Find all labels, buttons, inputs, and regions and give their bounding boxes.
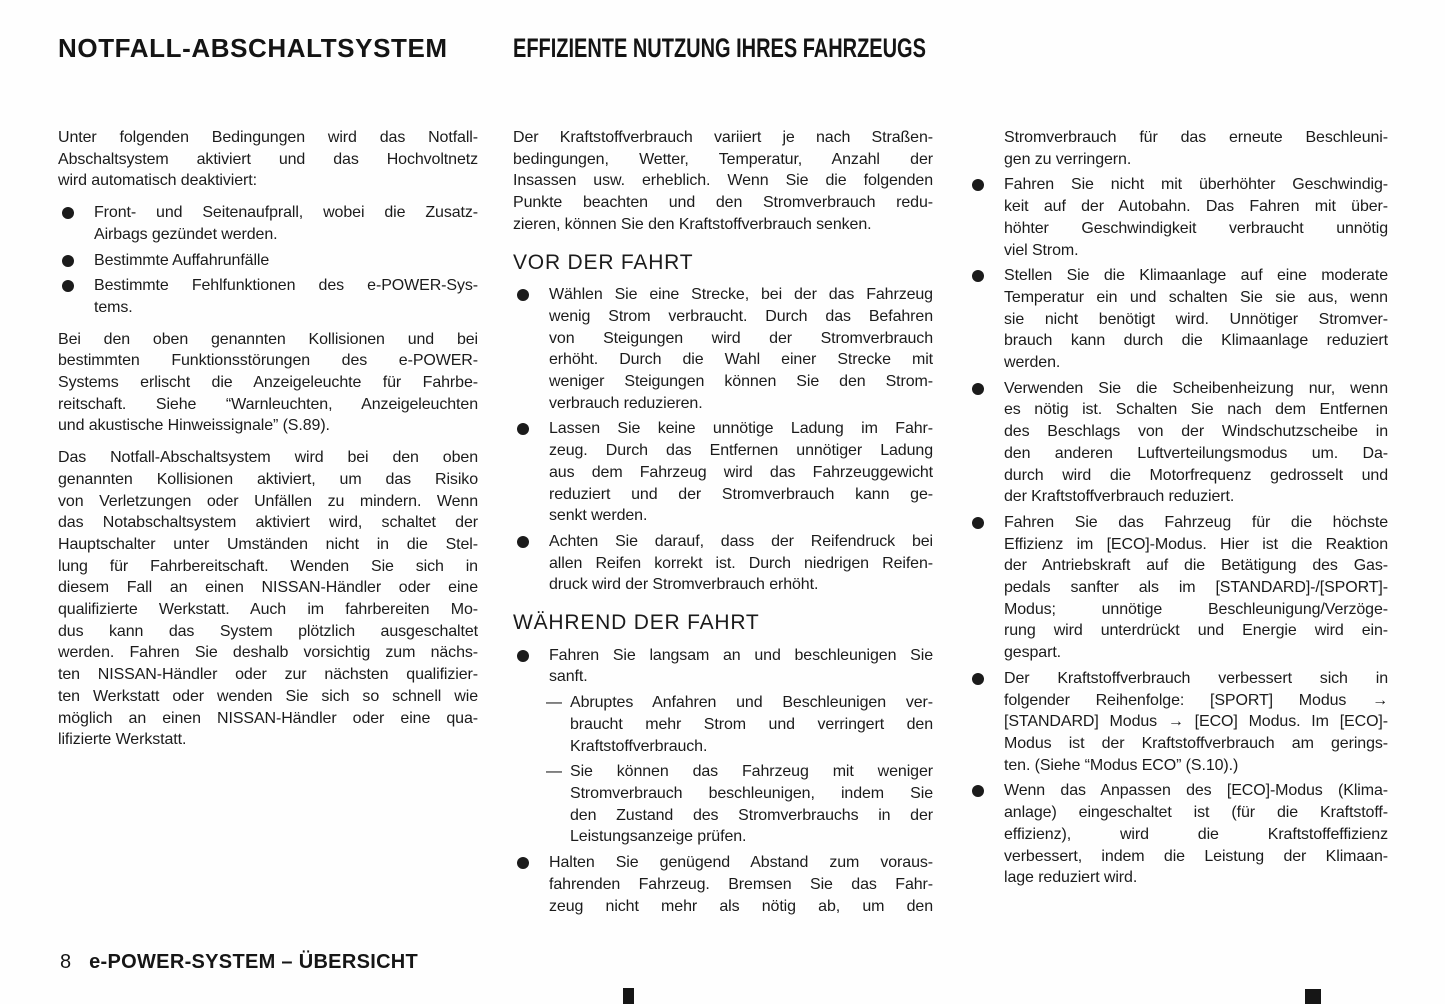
text-line: Abschaltsystem aktiviert und das Hochvoltnetz bbox=[58, 150, 478, 168]
text-line: bestimmten Funktionsstörungen des e-POWER- bbox=[58, 352, 478, 370]
text-line: Wenn das Anpassen des [ECO]-Modus (Klima- bbox=[1004, 782, 1388, 800]
text-line: tems. bbox=[94, 298, 133, 316]
text-line: Stellen Sie die Klimaanlage auf eine moderate bbox=[1004, 267, 1388, 285]
text-line: Stromverbrauch beschleunigen, indem Sie bbox=[570, 784, 933, 802]
text-line: Bestimmte Fehlfunktionen des e-POWER-Sys- bbox=[94, 277, 478, 295]
text-line: sanft. bbox=[549, 668, 588, 686]
text-line: lung für Fahrbereitschaft. Wenden Sie sich in bbox=[58, 557, 478, 575]
text-line: folgender Reihenfolge: [SPORT] Modus → bbox=[1004, 691, 1388, 709]
sub-bullet-item bbox=[513, 761, 933, 848]
bullet-icon bbox=[62, 207, 74, 219]
text-line: Insassen usw. erheblich. Wenn Sie die folgenden bbox=[513, 172, 933, 190]
text-line: verbrauch reduzieren. bbox=[549, 394, 703, 412]
text-line: Lassen Sie keine unnötige Ladung im Fahr- bbox=[549, 420, 933, 438]
text-line: von Steigungen wird der Stromverbrauch bbox=[549, 329, 933, 347]
text-line: genannten Kollisionen aktiviert, um das Risiko bbox=[58, 470, 478, 488]
bullet-icon bbox=[517, 857, 529, 869]
text-line: Temperatur ein und schalten Sie sie aus, wenn bbox=[1004, 288, 1388, 306]
text-line: den Zustand des Stromverbrauchs in der bbox=[570, 806, 933, 824]
text-line: Fahren Sie langsam an und beschleunigen Sie bbox=[549, 646, 933, 664]
text-line: Fahren Sie nicht mit überhöhter Geschwindig- bbox=[1004, 176, 1388, 194]
text-line: Verwenden Sie die Scheibenheizung nur, wenn bbox=[1004, 379, 1388, 397]
text-line: Halten Sie genügend Abstand zum voraus- bbox=[549, 854, 933, 872]
text-line: weniger Steigungen können Sie den Strom- bbox=[549, 373, 933, 391]
paragraph bbox=[58, 127, 478, 192]
text-line: Airbags gezündet werden. bbox=[94, 225, 278, 243]
dash-icon: — bbox=[546, 694, 562, 712]
text-line: zeug nicht mehr als nötig ab, um den bbox=[549, 897, 933, 915]
bullet-item bbox=[513, 852, 933, 917]
text-line: Hauptschalter unter Umständen nicht in die Stel- bbox=[58, 535, 478, 553]
text-line: Das Notfall-Abschaltsystem wird bei den oben bbox=[58, 449, 478, 467]
text-line: Modus; unnötige Beschleunigung/Verzöge- bbox=[1004, 600, 1388, 618]
text-line: und akustische Hinweissignale” (S.89). bbox=[58, 417, 330, 435]
dash-icon: — bbox=[546, 763, 562, 781]
sub-bullet-item bbox=[513, 692, 933, 757]
text-line: Kraftstoffverbrauch. bbox=[570, 737, 708, 755]
bullet-icon bbox=[972, 785, 984, 797]
text-line: den anderen Luftverteilungsmodus um. Da- bbox=[1004, 444, 1388, 462]
text-line: lifizierte Werkstatt. bbox=[58, 731, 187, 749]
text-line: verbessert, indem die Leistung der Klimaan- bbox=[1004, 847, 1388, 865]
bullet-item bbox=[58, 250, 478, 272]
text-line: Abruptes Anfahren und Beschleunigen ver- bbox=[570, 694, 933, 712]
bullet-item bbox=[968, 265, 1388, 374]
text-line: zeug. Durch das Entfernen unnötiger Ladung bbox=[549, 442, 933, 460]
text-line: aus dem Fahrzeug wird das Fahrzeuggewicht bbox=[549, 463, 933, 481]
bullet-item bbox=[513, 531, 933, 596]
footer-section-title: e-POWER-SYSTEM – ÜBERSICHT bbox=[89, 951, 419, 973]
text-line: sie nicht benötigt wird. Unnötiger Stromver- bbox=[1004, 310, 1388, 328]
text-line: allen Reifen korrekt ist. Durch niedrigen Reifen- bbox=[549, 554, 933, 572]
text-line: gespart. bbox=[1004, 644, 1062, 662]
text-line: anlage) eingeschaltet ist (für die Kraftstoff- bbox=[1004, 804, 1388, 822]
text-line: Modus ist der Kraftstoffverbrauch am gerings- bbox=[1004, 734, 1388, 752]
print-mark-right bbox=[1305, 989, 1321, 1004]
text-line: Der Kraftstoffverbrauch verbessert sich in bbox=[1004, 669, 1388, 687]
text-line: Bestimmte Auffahrunfälle bbox=[94, 251, 270, 269]
paragraph bbox=[513, 127, 933, 236]
text-line: erhöht. Durch die Wahl einer Strecke mit bbox=[549, 351, 933, 369]
bullet-icon bbox=[517, 650, 529, 662]
section-heading: WÄHREND DER FAHRT bbox=[513, 611, 760, 635]
bullet-item bbox=[968, 378, 1388, 508]
text-line: Achten Sie darauf, dass der Reifendruck bei bbox=[549, 532, 933, 550]
text-line: Wählen Sie eine Strecke, bei der das Fahrzeug bbox=[549, 286, 933, 304]
bullet-icon bbox=[972, 383, 984, 395]
text-line: Unter folgenden Bedingungen wird das Notfall- bbox=[58, 129, 478, 146]
text-line: ten NISSAN-Händler oder zur nächsten qualifizier- bbox=[58, 666, 478, 684]
text-line: des Beschlags von der Windschutzscheibe in bbox=[1004, 423, 1388, 441]
text-line: es nötig ist. Schalten Sie nach dem Entfernen bbox=[1004, 401, 1388, 419]
text-line: pedals sanfter als im [STANDARD]-/[SPORT]- bbox=[1004, 579, 1388, 597]
bullet-icon bbox=[62, 280, 74, 292]
bullet-item bbox=[968, 668, 1388, 777]
text-line: werden. Fahren Sie deshalb vorsichtig zum nächs- bbox=[58, 644, 478, 662]
paragraph bbox=[58, 329, 478, 438]
bullet-icon bbox=[972, 673, 984, 685]
middle-column-heading: EFFIZIENTE NUTZUNG IHRES FAHRZEUGS bbox=[513, 33, 926, 63]
text-line: das Notabschaltsystem aktiviert wird, schaltet der bbox=[58, 514, 478, 532]
text-line: [STANDARD] Modus → [ECO] Modus. Im [ECO]- bbox=[1004, 713, 1388, 731]
text-line: brauch kann durch die Klimaanlage reduziert bbox=[1004, 332, 1388, 350]
left-column-heading: NOTFALL-ABSCHALTSYSTEM bbox=[58, 33, 448, 63]
bullet-item bbox=[968, 512, 1388, 664]
text-line: keit auf der Autobahn. Das Fahren mit über- bbox=[1004, 198, 1388, 216]
text-line: diesem Fall an einen NISSAN-Händler oder eine bbox=[58, 579, 478, 597]
text-line: werden. bbox=[1004, 354, 1061, 372]
bullet-item bbox=[513, 284, 933, 414]
bullet-item bbox=[968, 174, 1388, 261]
bullet-icon bbox=[517, 289, 529, 301]
bullet-item bbox=[968, 780, 1388, 889]
page-footer bbox=[60, 951, 418, 974]
text-column-right bbox=[968, 127, 1388, 893]
text-line: der Antriebskraft auf die Betätigung des Gas- bbox=[1004, 557, 1388, 575]
page-number: 8 bbox=[60, 951, 72, 973]
text-line: möglich an einen NISSAN-Händler oder eine qua- bbox=[58, 709, 478, 727]
text-line: ten. (Siehe “Modus ECO” (S.10).) bbox=[1004, 756, 1239, 774]
text-line: reitschaft. Siehe “Warnleuchten, Anzeigeleuchten bbox=[58, 395, 478, 413]
text-line: braucht mehr Strom und verringert den bbox=[570, 715, 933, 733]
text-line: wird automatisch deaktiviert: bbox=[58, 172, 257, 190]
bullet-icon bbox=[517, 423, 529, 435]
text-line: Sie können das Fahrzeug mit weniger bbox=[570, 763, 933, 781]
paragraph bbox=[58, 447, 478, 751]
text-line: senkt werden. bbox=[549, 507, 648, 525]
text-line: Der Kraftstoffverbrauch variiert je nach Straßen- bbox=[513, 129, 933, 146]
bullet-icon bbox=[62, 255, 74, 267]
text-line: gen zu verringern. bbox=[1004, 150, 1132, 168]
text-line: bedingungen, Wetter, Temperatur, Anzahl der bbox=[513, 150, 933, 168]
text-line: viel Strom. bbox=[1004, 241, 1079, 259]
text-line: von Verletzungen oder Unfällen zu mindern. Wenn bbox=[58, 492, 478, 510]
bullet-icon bbox=[972, 270, 984, 282]
bullet-icon bbox=[972, 517, 984, 529]
bullet-item bbox=[58, 275, 478, 318]
bullet-icon bbox=[517, 536, 529, 548]
text-column-left bbox=[58, 127, 478, 761]
section-heading: VOR DER FAHRT bbox=[513, 250, 694, 274]
text-line: druck wird der Stromverbrauch erhöht. bbox=[549, 576, 819, 594]
text-line: wenig Strom verbraucht. Durch das Befahren bbox=[549, 307, 933, 325]
text-line: Fahren Sie das Fahrzeug für die höchste bbox=[1004, 513, 1388, 531]
text-line: Front- und Seitenaufprall, wobei die Zusatz- bbox=[94, 204, 478, 222]
text-line: Stromverbrauch für das erneute Beschleuni- bbox=[1004, 129, 1388, 146]
text-line: lage reduziert wird. bbox=[1004, 869, 1138, 887]
text-line: der Kraftstoffverbrauch reduziert. bbox=[1004, 488, 1235, 506]
text-line: dus kann das System plötzlich ausgeschaltet bbox=[58, 622, 478, 640]
text-line: Effizienz im [ECO]-Modus. Hier ist die Reaktion bbox=[1004, 535, 1388, 553]
print-mark-left bbox=[623, 988, 634, 1004]
text-line: reduziert und der Stromverbrauch kann ge- bbox=[549, 485, 933, 503]
bullet-item bbox=[513, 418, 933, 527]
text-line: fahrenden Fahrzeug. Bremsen Sie das Fahr- bbox=[549, 875, 933, 893]
text-line: qualifizierte Werkstatt. Auch im fahrbereiten Mo- bbox=[58, 601, 478, 619]
text-line: Systems erlischt die Anzeigeleuchte für Fahrbe- bbox=[58, 374, 478, 392]
text-line: Punkte beachten und den Stromverbrauch redu- bbox=[513, 194, 933, 212]
bullet-icon bbox=[972, 179, 984, 191]
bullet-item bbox=[513, 645, 933, 688]
text-line: Bei den oben genannten Kollisionen und bei bbox=[58, 330, 478, 348]
text-column-middle bbox=[513, 127, 933, 921]
bullet-item bbox=[58, 202, 478, 245]
text-line: höhter Geschwindigkeit verbraucht unnötig bbox=[1004, 219, 1388, 237]
text-line: Leistungsanzeige prüfen. bbox=[570, 828, 747, 846]
text-line: ten Werkstatt oder wenden Sie sich so schnell wie bbox=[58, 687, 478, 705]
text-line: durch wird die Motorfrequenz gedrosselt und bbox=[1004, 466, 1388, 484]
text-line: zieren, können Sie den Kraftstoffverbrauch senken. bbox=[513, 215, 872, 233]
text-line: effizienz), wird die Kraftstoffeffizienz bbox=[1004, 825, 1388, 843]
text-line: rung wird unterdrückt und Energie wird ein- bbox=[1004, 622, 1388, 640]
continuation-paragraph bbox=[968, 127, 1388, 170]
